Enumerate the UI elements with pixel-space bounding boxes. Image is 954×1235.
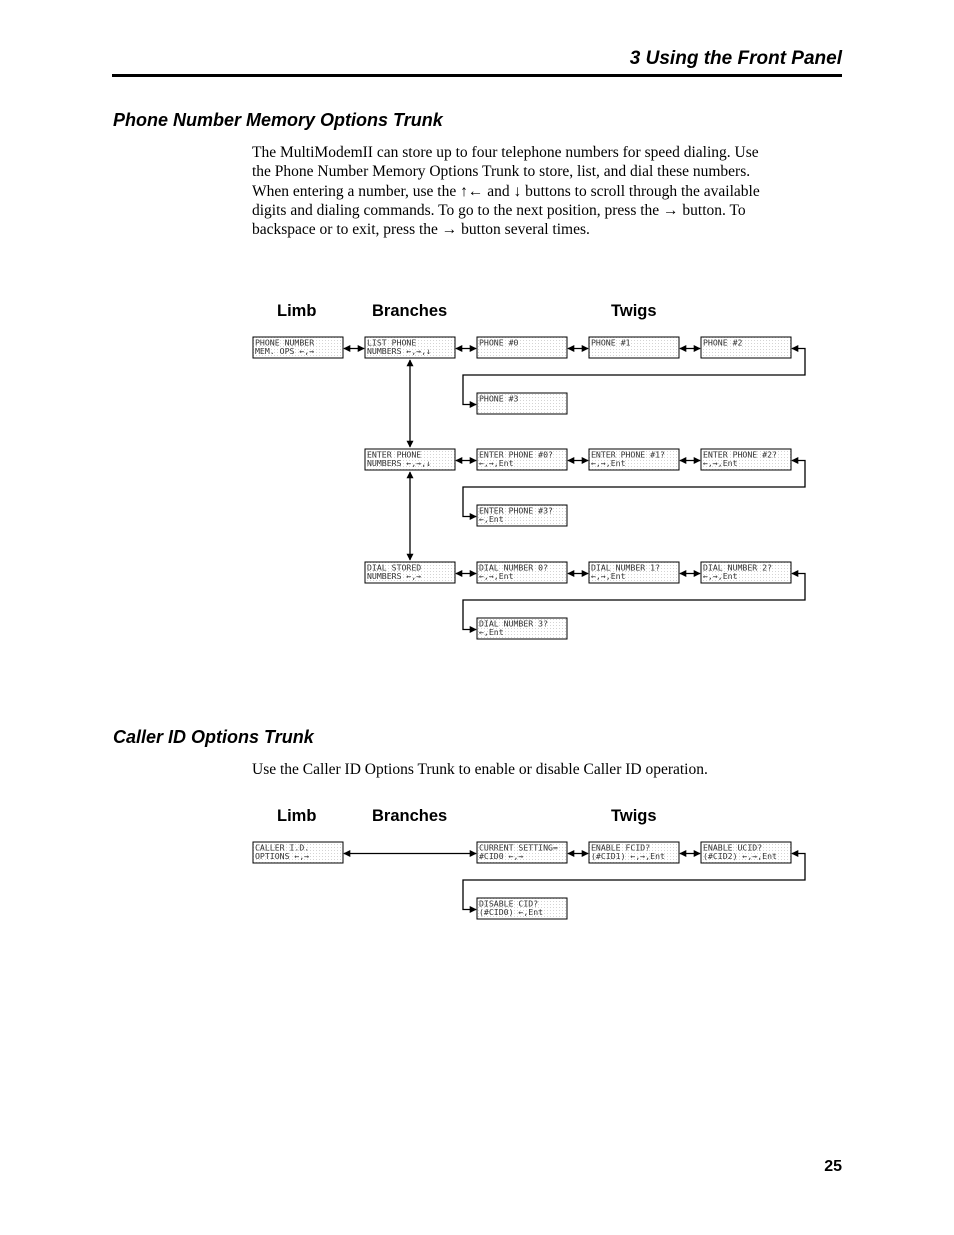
lcd-line: MEM. OPS ←,→ (255, 346, 315, 356)
lcd-display-fcid (589, 842, 679, 863)
lcd-display-d0 (477, 562, 567, 583)
col-header-limb: Limb (277, 302, 317, 320)
lcd-display-disable (477, 898, 567, 919)
lcd-line: ENABLE FCID? (591, 842, 651, 853)
lcd-line: DIAL NUMBER 1? (591, 562, 661, 573)
col-header-limb: Limb (277, 807, 317, 825)
paragraph-line: the Phone Number Memory Options Trunk to store, list, and dial these numbers. (252, 163, 751, 181)
lcd-line: PHONE #2 (703, 337, 743, 348)
lcd-line: PHONE NUMBER (255, 337, 315, 348)
lcd-display-dial (365, 562, 455, 583)
lcd-line: PHONE #0 (479, 337, 519, 348)
lcd-line: LIST PHONE (367, 337, 417, 348)
paragraph-line: When entering a number, use the ↑← and ↓ buttons to scroll through the available (252, 182, 760, 200)
col-header-branches: Branches (372, 302, 448, 320)
lcd-display-limb (253, 337, 343, 358)
lcd-display-limb (253, 842, 343, 863)
lcd-line: ENTER PHONE (367, 449, 422, 460)
lcd-line: DIAL NUMBER 3? (479, 618, 549, 629)
col-header-branches: Branches (372, 807, 448, 825)
lcd-line: ←,→,Ent (479, 571, 514, 581)
lcd-line: DIAL NUMBER 2? (703, 562, 773, 573)
lcd-display-e1 (589, 449, 679, 470)
section-title-phone-memory: Phone Number Memory Options Trunk (113, 110, 443, 130)
lcd-line: NUMBERS ←,→,↓ (367, 458, 432, 468)
lcd-line: ←,Ent (479, 514, 504, 524)
lcd-line: ENABLE UCID? (703, 842, 763, 853)
lcd-line: ←,→,Ent (479, 458, 514, 468)
lcd-display-e2 (701, 449, 791, 470)
lcd-line: CURRENT SETTING= (479, 842, 558, 853)
lcd-display-current (477, 842, 567, 863)
lcd-line: (#CID0) ←,Ent (479, 907, 544, 917)
paragraph-line: The MultiModemII can store up to four telephone numbers for speed dialing. Use (252, 144, 759, 161)
lcd-line: ←,Ent (479, 627, 504, 637)
paragraph-line: backspace or to exit, press the → button several times. (252, 221, 590, 239)
lcd-line: (#CID1) ←,→,Ent (591, 851, 665, 861)
lcd-line: OPTIONS ←,→ (255, 851, 310, 861)
lcd-line: ←,→,Ent (703, 458, 738, 468)
caller-id-paragraph: Use the Caller ID Options Trunk to enable or disable Caller ID operation. (252, 761, 708, 778)
lcd-line: DIAL NUMBER 0? (479, 562, 549, 573)
lcd-line: CALLER I.D. (255, 842, 310, 853)
lcd-line: ENTER PHONE #3? (479, 505, 553, 516)
lcd-display-d3 (477, 618, 567, 639)
lcd-line: (#CID2) ←,→,Ent (703, 851, 777, 861)
lcd-display-p2 (701, 337, 791, 358)
lcd-display-e3 (477, 505, 567, 526)
lcd-display-p3 (477, 393, 567, 414)
lcd-display-list (365, 337, 455, 358)
lcd-display-p0 (477, 337, 567, 358)
lcd-line: ←,→,Ent (703, 571, 738, 581)
paragraph-line: digits and dialing commands. To go to the next position, press the → button. To (252, 201, 746, 219)
lcd-line: NUMBERS ←,→ (367, 571, 422, 581)
lcd-display-d1 (589, 562, 679, 583)
lcd-display-enter (365, 449, 455, 470)
col-header-twigs: Twigs (611, 302, 657, 320)
lcd-line: DIAL STORED (367, 562, 422, 573)
lcd-line: PHONE #3 (479, 393, 519, 404)
lcd-line: ENTER PHONE #2? (703, 449, 777, 460)
col-header-twigs: Twigs (611, 807, 657, 825)
lcd-line: ←,→,Ent (591, 458, 626, 468)
chapter-header: 3 Using the Front Panel (629, 48, 842, 69)
lcd-line: DISABLE CID? (479, 898, 539, 909)
page-number: 25 (824, 1158, 842, 1175)
lcd-display-p1 (589, 337, 679, 358)
lcd-display-ucid (701, 842, 791, 863)
lcd-display-e0 (477, 449, 567, 470)
lcd-line: ENTER PHONE #0? (479, 449, 553, 460)
lcd-line: NUMBERS ←,→,↓ (367, 346, 432, 356)
section-title-caller-id: Caller ID Options Trunk (113, 727, 314, 747)
lcd-line: PHONE #1 (591, 337, 631, 348)
lcd-line: #CID0 ←,→ (479, 851, 524, 861)
lcd-line: ENTER PHONE #1? (591, 449, 665, 460)
lcd-display-d2 (701, 562, 791, 583)
lcd-line: ←,→,Ent (591, 571, 626, 581)
